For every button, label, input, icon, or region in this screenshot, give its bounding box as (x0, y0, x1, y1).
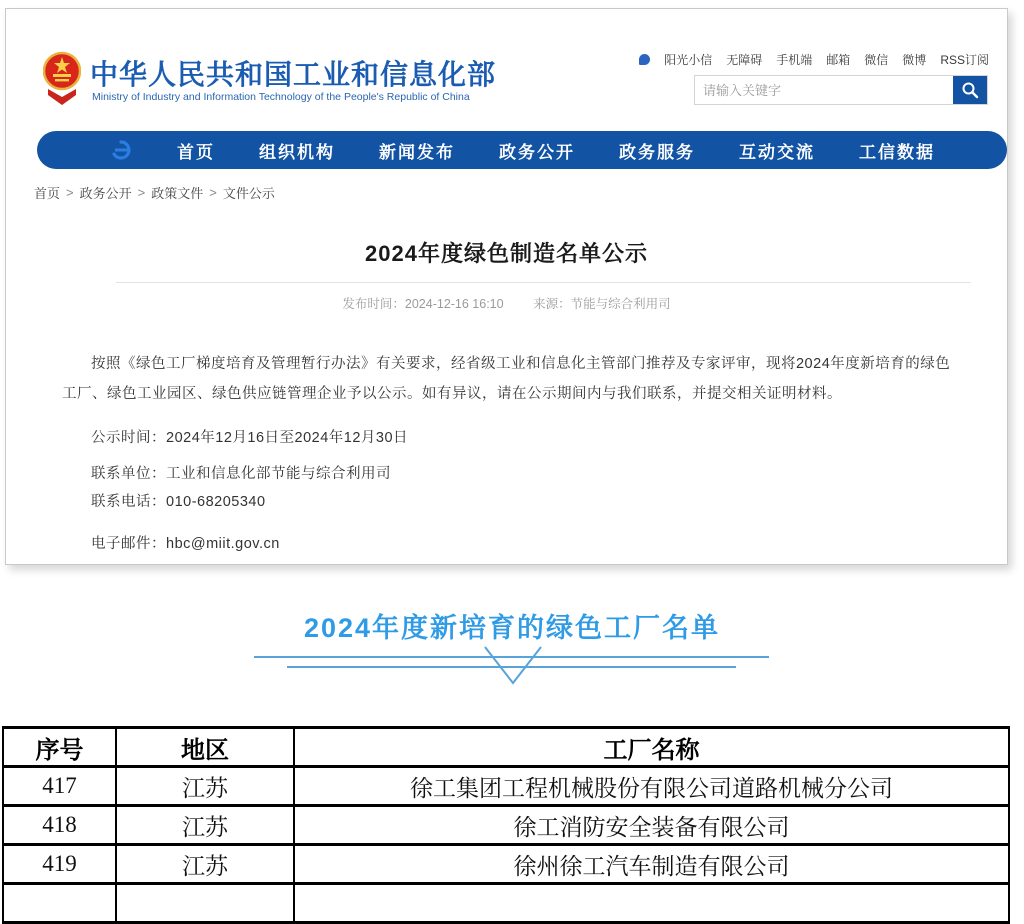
link-assistant[interactable]: 阳光小信 (664, 53, 713, 67)
section-heading: 2024年度新培育的绿色工厂名单 (303, 613, 721, 643)
cell-index: 418 (3, 806, 116, 845)
site-title-english: Ministry of Industry and Information Technology of the People's Republic of China (92, 91, 470, 103)
breadcrumb-separator: > (137, 185, 146, 200)
cell-region (116, 884, 294, 923)
nav-home[interactable]: 首页 (177, 142, 215, 162)
col-header-index: 序号 (3, 728, 116, 767)
publish-time: 发布时间：2024-12-16 16:10 (342, 297, 504, 311)
article-title: 2024年度绿色制造名单公示 (365, 241, 648, 266)
search-input[interactable] (695, 76, 953, 104)
link-accessibility[interactable]: 无障碍 (726, 53, 763, 67)
nav-data[interactable]: 工信数据 (859, 142, 935, 162)
cell-region: 江苏 (116, 767, 294, 806)
cell-factory: 徐工集团工程机械股份有限公司道路机械分公司 (294, 767, 1009, 806)
breadcrumb-gov-affairs[interactable]: 政务公开 (79, 186, 132, 201)
link-rss[interactable]: RSS订阅 (940, 53, 989, 67)
contact-email: 电子邮件：hbc@miit.gov.cn (91, 536, 280, 552)
cell-factory: 徐工消防安全装备有限公司 (294, 806, 1009, 845)
national-emblem-logo (43, 49, 81, 109)
breadcrumb-doc-publicity[interactable]: 文件公示 (222, 186, 275, 201)
main-navigation (37, 131, 1007, 169)
nav-news[interactable]: 新闻发布 (379, 142, 455, 162)
table-row (3, 845, 1009, 884)
table-header-row (3, 728, 1009, 767)
nav-interaction[interactable]: 互动交流 (739, 142, 815, 162)
nav-organization[interactable]: 组织机构 (259, 142, 335, 162)
breadcrumb (34, 183, 275, 202)
cell-index: 419 (3, 845, 116, 884)
green-factory-table (2, 726, 1010, 924)
table-row (3, 767, 1009, 806)
link-mobile[interactable]: 手机端 (776, 53, 813, 67)
search-box (694, 75, 988, 105)
link-wechat[interactable]: 微信 (864, 53, 889, 67)
search-button[interactable] (953, 76, 987, 104)
contact-unit: 联系单位：工业和信息化部节能与综合利用司 (91, 466, 391, 482)
nav-gov-services[interactable]: 政务服务 (619, 142, 695, 162)
source-label: 来源：节能与综合利用司 (533, 297, 671, 311)
breadcrumb-separator: > (209, 185, 217, 200)
table-row-partial (3, 884, 1009, 923)
link-mail[interactable]: 邮箱 (826, 53, 851, 67)
assistant-robot-icon (639, 54, 650, 65)
article-paragraph-intro: 按照《绿色工厂梯度培育及管理暂行办法》有关要求，经省级工业和信息化主管部门推荐及专家评审，现将2024年度新培育的绿色工厂、绿色工业园区、绿色供应链管理企业予以公示。如有异议，请在公示期间内与我们联系，并提交相关证明材料。 (62, 356, 951, 402)
publicity-period: 公示时间：2024年12月16日至2024年12月30日 (91, 430, 409, 446)
contact-phone: 联系电话：010-68205340 (91, 494, 266, 510)
cell-factory: 徐州徐工汽车制造有限公司 (294, 845, 1009, 884)
breadcrumb-policy-docs[interactable]: 政策文件 (151, 186, 204, 201)
cell-region: 江苏 (116, 806, 294, 845)
section-divider-arrow (228, 645, 794, 689)
cell-index (3, 884, 116, 923)
breadcrumb-home[interactable]: 首页 (34, 186, 61, 201)
table-row (3, 806, 1009, 845)
miit-gear-icon (109, 138, 133, 162)
col-header-factory: 工厂名称 (294, 728, 1009, 767)
article-meta (6, 294, 1007, 312)
meta-divider (116, 282, 971, 283)
link-weibo[interactable]: 微博 (902, 53, 927, 67)
cell-region: 江苏 (116, 845, 294, 884)
cell-factory (294, 884, 1009, 923)
site-title: 中华人民共和国工业和信息化部 (90, 59, 497, 90)
search-icon (961, 81, 979, 99)
col-header-region: 地区 (116, 728, 294, 767)
site-screenshot-card (5, 8, 1008, 565)
breadcrumb-separator: > (66, 185, 74, 200)
top-links-bar (639, 51, 989, 68)
nav-gov-affairs[interactable]: 政务公开 (499, 142, 575, 162)
cell-index: 417 (3, 767, 116, 806)
